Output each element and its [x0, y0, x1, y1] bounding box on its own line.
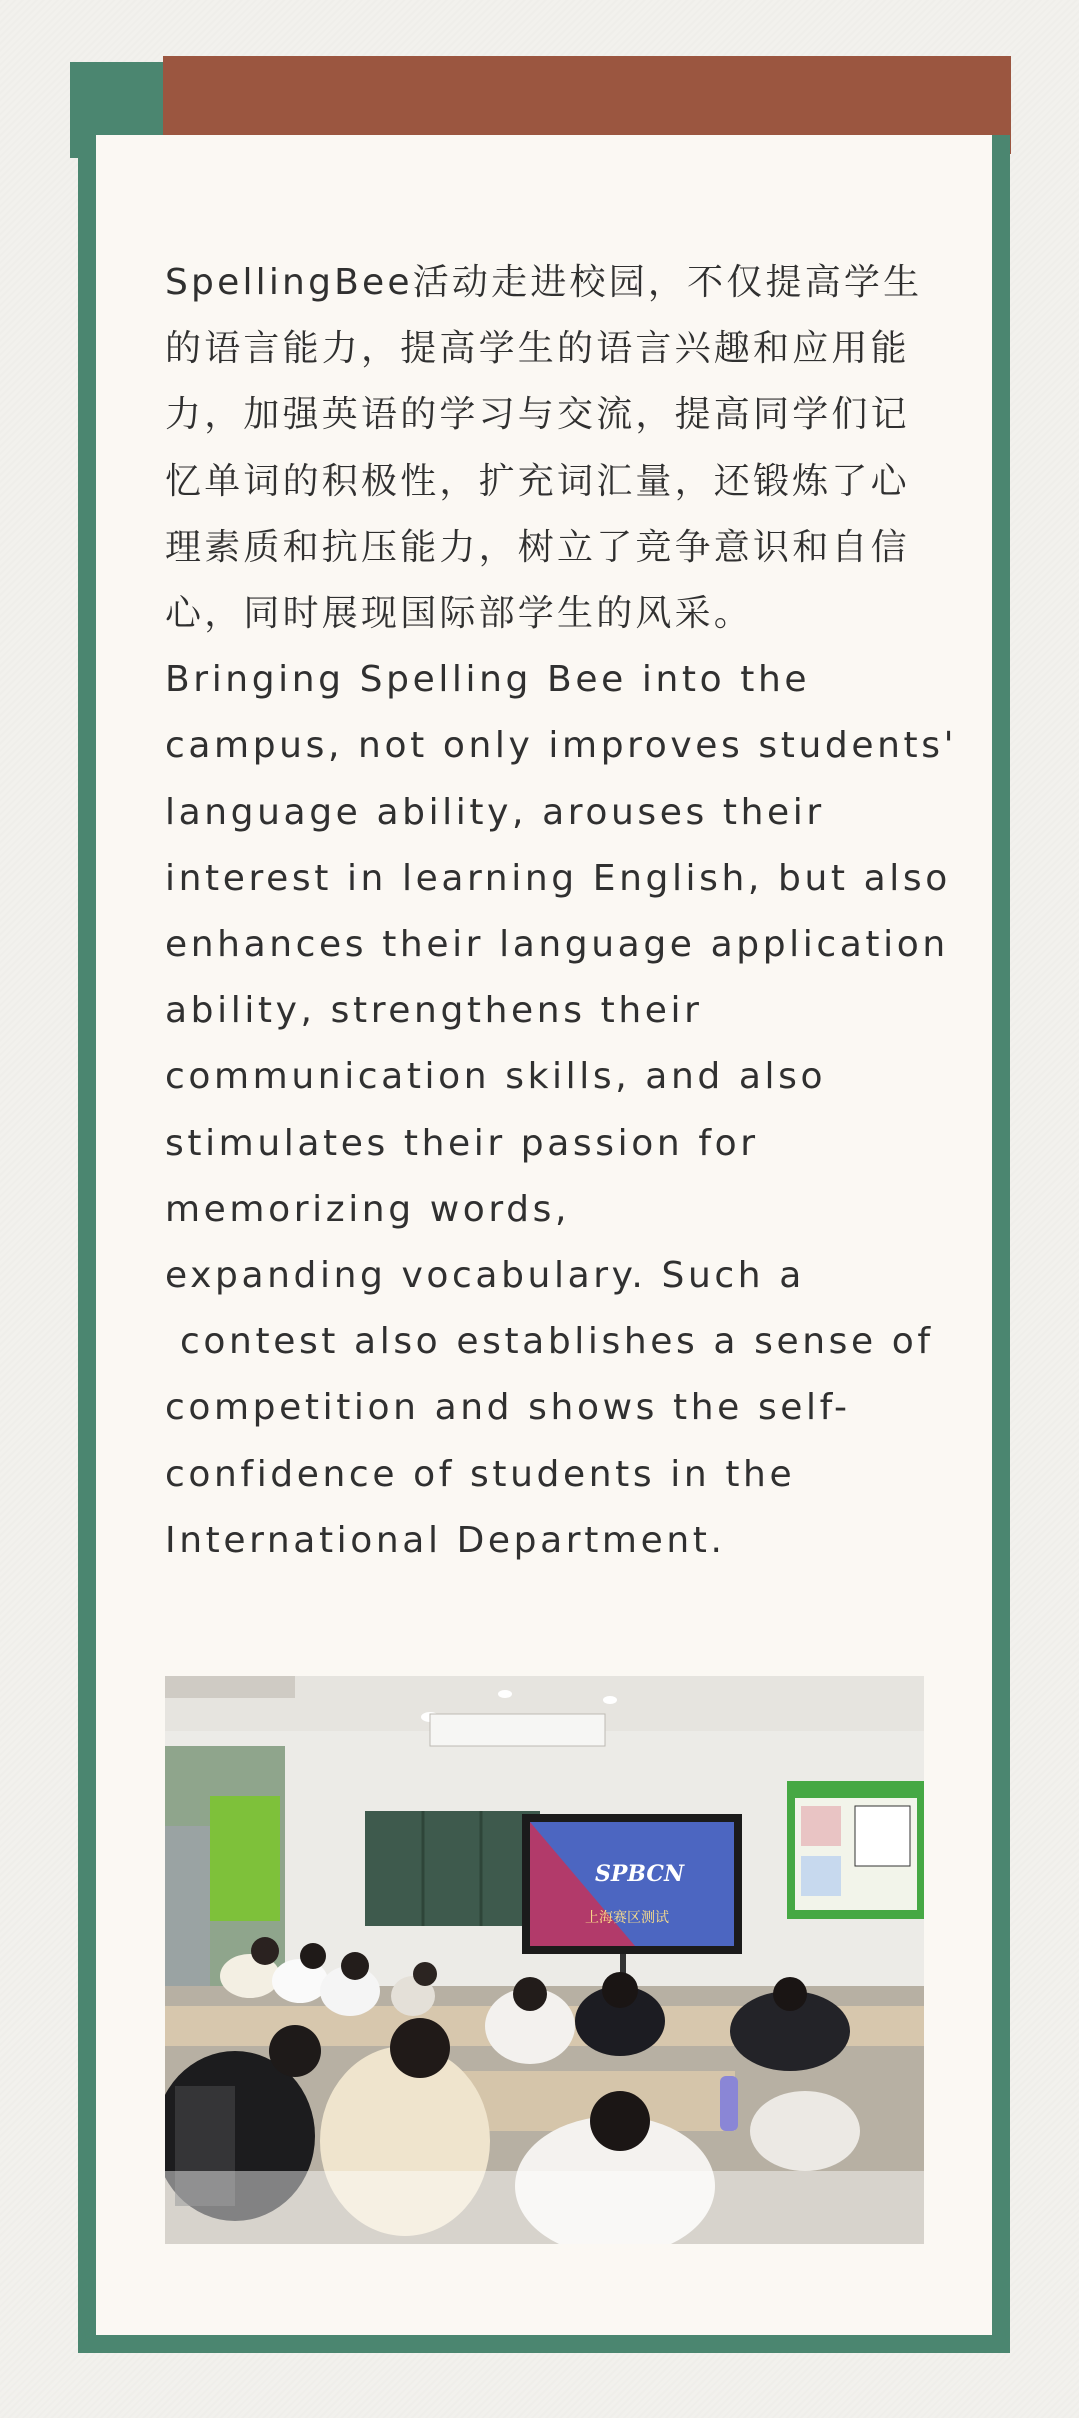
screen-logo: SPBCN: [595, 1861, 685, 1887]
english-line: expanding vocabulary. Such a: [165, 1255, 805, 1297]
classroom-photo: [165, 1676, 924, 2244]
english-line: memorizing words,: [165, 1188, 571, 1230]
english-line: confidence of students in the: [165, 1453, 796, 1495]
english-line: interest in learning English, but also: [165, 857, 951, 899]
chinese-paragraph: SpellingBee活动走进校园，不仅提高学生的语言能力，提高学生的语言兴趣和应用能力，加强英语的学习与交流，提高同学们记忆单词的积极性，扩充词汇量，还锻炼了心理素质和抗压能力，树立了竞争意识和自信心，同时展现国际部学生的风采。: [165, 262, 923, 635]
english-paragraph: [165, 647, 958, 1574]
article-body: [165, 250, 958, 1574]
english-line: campus, not only improves students': [165, 725, 958, 767]
english-line: competition and shows the self-: [165, 1387, 851, 1429]
english-line: ability, strengthens their: [165, 990, 703, 1032]
english-line: enhances their language application: [165, 924, 949, 966]
english-line: communication skills, and also: [165, 1056, 827, 1098]
english-line: language ability, arouses their: [165, 791, 825, 833]
english-line: stimulates their passion for: [165, 1122, 759, 1164]
english-line: Bringing Spelling Bee into the: [165, 659, 811, 701]
screen-caption: 上海赛区测试: [585, 1910, 669, 1926]
english-line: International Department.: [165, 1519, 726, 1561]
english-line: contest also establishes a sense of: [165, 1321, 934, 1363]
